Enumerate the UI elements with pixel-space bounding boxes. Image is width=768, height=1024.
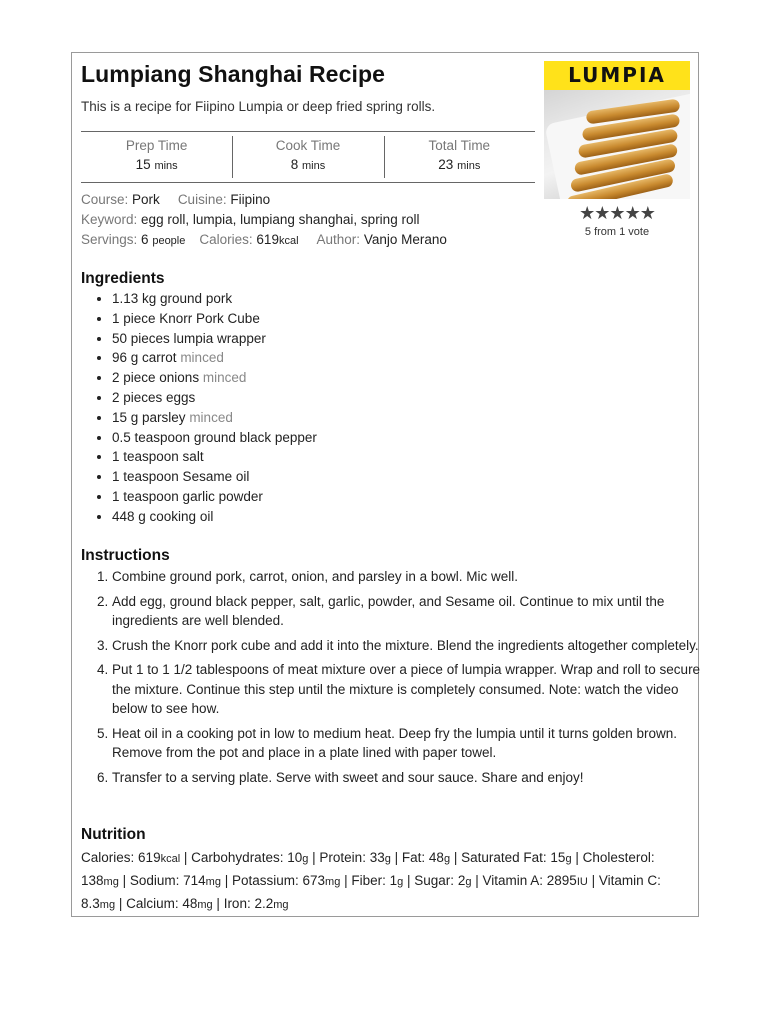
recipe-image bbox=[544, 61, 690, 199]
ingredient-item: • 1 teaspoon garlic powder bbox=[112, 487, 317, 507]
time-value: 23 mins bbox=[438, 157, 481, 172]
ingredients-list bbox=[81, 289, 317, 527]
recipe-keywords: Keyword: egg roll, lumpia, lumpiang shanghai, spring roll bbox=[81, 212, 420, 227]
ingredients-heading: Ingredients bbox=[81, 270, 165, 287]
cook-time bbox=[232, 132, 383, 182]
instructions-heading: Instructions bbox=[81, 547, 170, 564]
ingredient-item: • 1.13 kg ground pork bbox=[112, 289, 317, 309]
recipe-servings-row: Servings: 6 people Calories: 619kcal Author: Vanjo Merano bbox=[81, 232, 447, 247]
time-label: Total Time bbox=[428, 138, 491, 153]
ingredient-item: • 2 pieces eggs bbox=[112, 388, 317, 408]
ingredient-item: • 1 teaspoon salt bbox=[112, 447, 317, 467]
recipe-title: Lumpiang Shanghai Recipe bbox=[81, 61, 385, 87]
keyword-value: egg roll, lumpia, lumpiang shanghai, spring roll bbox=[141, 212, 420, 227]
time-label: Prep Time bbox=[125, 138, 188, 153]
ingredient-item: • 2 piece onions minced bbox=[112, 368, 317, 388]
author-value: Vanjo Merano bbox=[363, 232, 447, 247]
instruction-step: 6. Transfer to a serving plate. Serve with sweet and sour sauce. Share and enjoy! bbox=[112, 768, 712, 788]
cuisine-value: Fiipino bbox=[230, 192, 271, 207]
instruction-step: 5. Heat oil in a cooking pot in low to medium heat. Deep fry the lumpia until it turns golden brown. Remove from the pot and place in a plate lined with paper towel. bbox=[112, 724, 712, 763]
total-time bbox=[384, 132, 535, 182]
time-value: 8 mins bbox=[290, 157, 326, 172]
ingredient-item: • 1 piece Knorr Pork Cube bbox=[112, 309, 317, 329]
recipe-summary: This is a recipe for Fiipino Lumpia or deep fried spring rolls. bbox=[81, 99, 436, 114]
instruction-step: 3. Crush the Knorr pork cube and add it into the mixture. Blend the ingredients altogether completely. bbox=[112, 636, 712, 656]
time-value: 15 mins bbox=[135, 157, 178, 172]
ingredient-item: • 448 g cooking oil bbox=[112, 507, 317, 527]
instructions-list bbox=[81, 567, 712, 792]
instruction-step: 1. Combine ground pork, carrot, onion, and parsley in a bowl. Mic well. bbox=[112, 567, 712, 587]
ingredient-item: • 50 pieces lumpia wrapper bbox=[112, 329, 317, 349]
recipe-card bbox=[71, 52, 699, 917]
ingredient-item: • 1 teaspoon Sesame oil bbox=[112, 467, 317, 487]
nutrition-heading: Nutrition bbox=[81, 826, 146, 843]
instruction-step: 4. Put 1 to 1 1/2 tablespoons of meat mixture over a piece of lumpia wrapper. Wrap and roll to secure the mixture. Continue this step until the mixture is completely consumed. Note: watch the video below to see how. bbox=[112, 660, 712, 719]
ingredient-item: • 15 g parsley minced bbox=[112, 408, 317, 428]
image-banner: LUMPIA bbox=[544, 61, 690, 90]
prep-time bbox=[81, 132, 232, 182]
ingredient-item: • 96 g carrot minced bbox=[112, 348, 317, 368]
nutrition-facts: Calories: 619kcal | Carbohydrates: 10g | Protein: 33g | Fat: 48g | Saturated Fat: 15g | Cholesterol: 138mg | Sodium: 714mg | Potassium: 673mg | Fiber: 1g | Sugar: 2g | Vitamin A: 2895IU | Vitamin C: 8.3mg | Calcium: 48mg | Iron: 2.2mg bbox=[81, 850, 661, 911]
recipe-times bbox=[81, 131, 535, 183]
rating-stars[interactable]: ★★★★★ bbox=[579, 203, 655, 223]
ingredient-item: • 0.5 teaspoon ground black pepper bbox=[112, 428, 317, 448]
calories-value: 619 bbox=[256, 232, 279, 247]
recipe-course-cuisine: Course: Pork Cuisine: Fiipino bbox=[81, 192, 271, 207]
course-value: Pork bbox=[132, 192, 160, 207]
rating-votes: 5 from 1 vote bbox=[584, 226, 650, 238]
servings-value[interactable]: 6 bbox=[141, 232, 149, 247]
time-label: Cook Time bbox=[275, 138, 341, 153]
instruction-step: 2. Add egg, ground black pepper, salt, garlic, powder, and Sesame oil. Continue to mix until the ingredients are well blended. bbox=[112, 592, 712, 631]
